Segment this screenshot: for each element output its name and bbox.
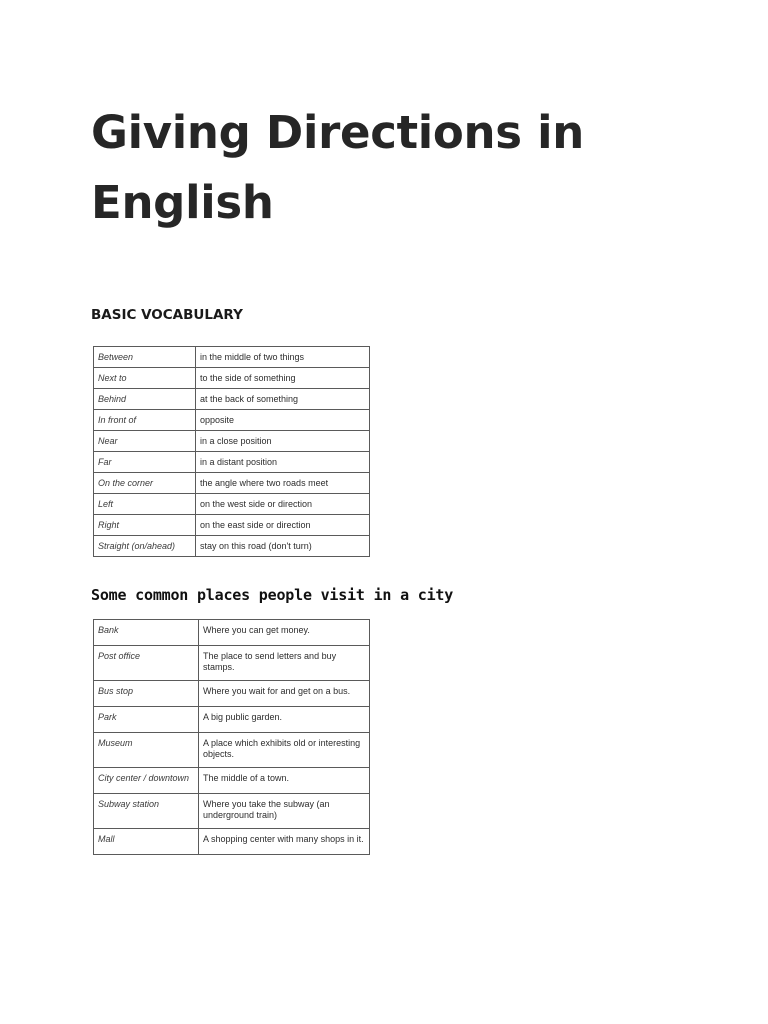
place-name: Mall xyxy=(94,829,199,855)
table-row xyxy=(94,347,370,368)
place-name: City center / downtown xyxy=(94,768,199,794)
vocab-term: Left xyxy=(94,494,196,515)
table-row xyxy=(94,768,370,794)
vocab-term: Near xyxy=(94,431,196,452)
table-row xyxy=(94,707,370,733)
place-description: A big public garden. xyxy=(199,707,370,733)
place-name: Bus stop xyxy=(94,681,199,707)
vocab-definition: on the east side or direction xyxy=(196,515,370,536)
place-name: Subway station xyxy=(94,794,199,829)
vocab-term: Right xyxy=(94,515,196,536)
vocab-term: On the corner xyxy=(94,473,196,494)
table-row xyxy=(94,473,370,494)
vocab-term: In front of xyxy=(94,410,196,431)
vocab-term: Straight (on/ahead) xyxy=(94,536,196,557)
table-row xyxy=(94,431,370,452)
place-name: Museum xyxy=(94,733,199,768)
vocab-definition: at the back of something xyxy=(196,389,370,410)
place-description: Where you wait for and get on a bus. xyxy=(199,681,370,707)
common-places-table xyxy=(93,619,370,855)
vocab-term: Far xyxy=(94,452,196,473)
basic-vocabulary-table xyxy=(93,346,370,557)
vocab-definition: to the side of something xyxy=(196,368,370,389)
basic-vocabulary-heading: BASIC VOCABULARY xyxy=(91,307,243,323)
vocab-definition: the angle where two roads meet xyxy=(196,473,370,494)
table-row xyxy=(94,733,370,768)
table-row xyxy=(94,681,370,707)
place-description: Where you can get money. xyxy=(199,620,370,646)
place-description: Where you take the subway (an underground train) xyxy=(199,794,370,829)
vocab-definition: in a distant position xyxy=(196,452,370,473)
vocab-term: Between xyxy=(94,347,196,368)
place-name: Park xyxy=(94,707,199,733)
place-name: Post office xyxy=(94,646,199,681)
table-row xyxy=(94,452,370,473)
vocab-definition: on the west side or direction xyxy=(196,494,370,515)
table-row xyxy=(94,536,370,557)
place-description: A place which exhibits old or interesting objects. xyxy=(199,733,370,768)
vocab-term: Next to xyxy=(94,368,196,389)
table-row xyxy=(94,389,370,410)
place-description: The place to send letters and buy stamps. xyxy=(199,646,370,681)
vocab-definition: in the middle of two things xyxy=(196,347,370,368)
vocab-term: Behind xyxy=(94,389,196,410)
table-row xyxy=(94,829,370,855)
table-row xyxy=(94,494,370,515)
table-row xyxy=(94,646,370,681)
table-row xyxy=(94,410,370,431)
table-row xyxy=(94,620,370,646)
page-title: Giving Directions in English xyxy=(91,106,584,229)
common-places-heading: Some common places people visit in a city xyxy=(91,586,454,604)
place-description: The middle of a town. xyxy=(199,768,370,794)
vocab-definition: opposite xyxy=(196,410,370,431)
vocab-definition: in a close position xyxy=(196,431,370,452)
place-description: A shopping center with many shops in it. xyxy=(199,829,370,855)
table-row xyxy=(94,368,370,389)
table-row xyxy=(94,794,370,829)
table-row xyxy=(94,515,370,536)
vocab-definition: stay on this road (don't turn) xyxy=(196,536,370,557)
place-name: Bank xyxy=(94,620,199,646)
